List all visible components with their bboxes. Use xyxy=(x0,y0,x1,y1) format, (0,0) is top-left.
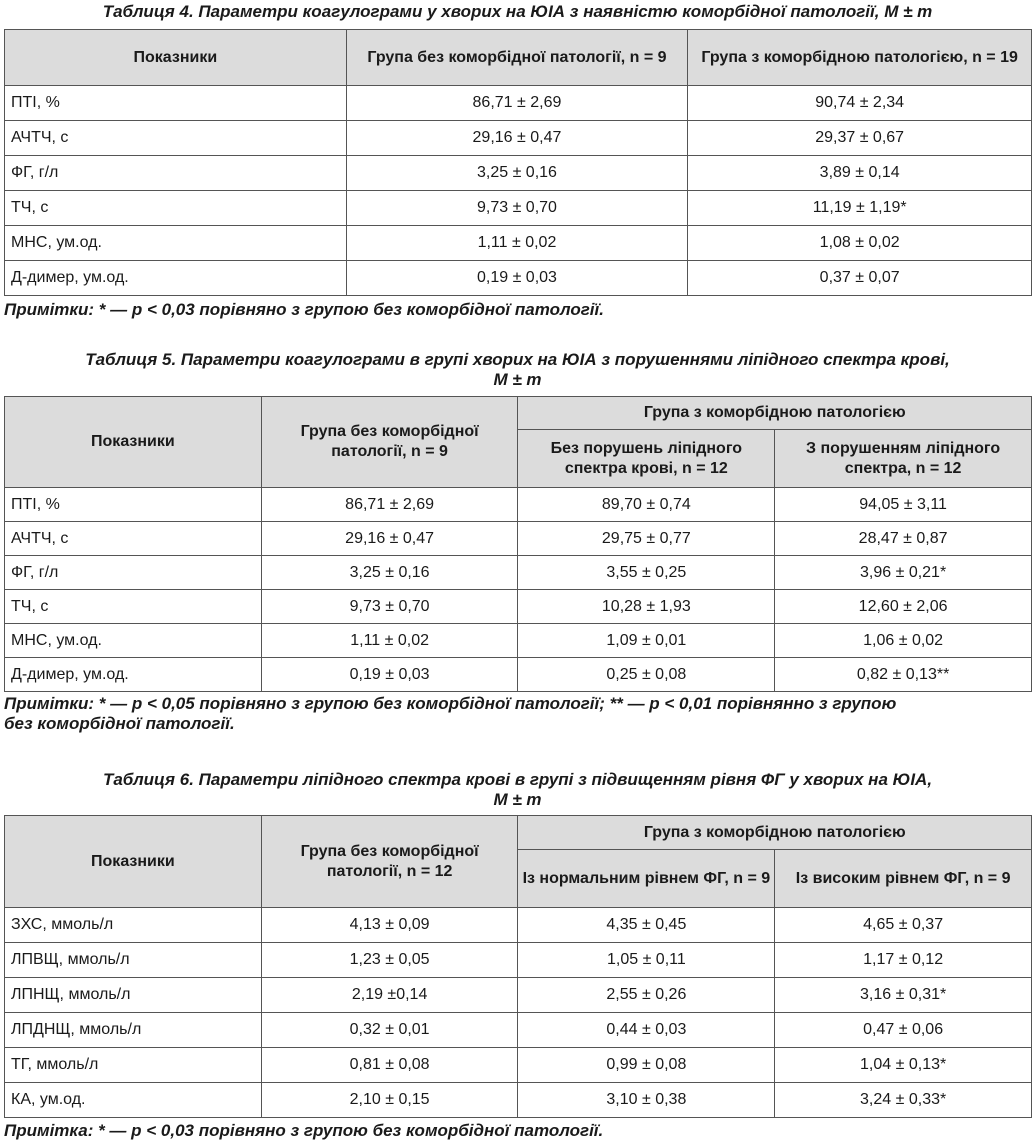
table-row xyxy=(5,86,1032,121)
table-row xyxy=(5,1083,1032,1118)
column-header: Із нормальним рівнем ФГ, n = 9 xyxy=(518,850,775,908)
table-cell: 10,28 ± 1,93 xyxy=(518,590,775,624)
table-cell: 0,99 ± 0,08 xyxy=(518,1048,775,1083)
table4-note: Примітки: * — p < 0,03 порівняно з групою без коморбідної патології. xyxy=(4,300,604,319)
table-row xyxy=(5,156,1032,191)
table4 xyxy=(4,29,1032,296)
table-cell: 1,11 ± 0,02 xyxy=(346,226,688,261)
table-row xyxy=(5,624,1032,658)
table5-note: Примітки: * — p < 0,05 порівняно з групою без коморбідної патології; ** — p < 0,01 порівнянно з групою xyxy=(4,694,897,713)
column-header: З порушенням ліпідного спектра, n = 12 xyxy=(775,430,1032,488)
table-header-row xyxy=(5,397,1032,430)
table-row xyxy=(5,522,1032,556)
table-cell: 2,19 ±0,14 xyxy=(261,978,518,1013)
table-header-row xyxy=(5,816,1032,850)
table-cell: 1,06 ± 0,02 xyxy=(775,624,1032,658)
column-header: Показники xyxy=(5,397,262,488)
row-label: ПТІ, % xyxy=(5,488,262,522)
table-cell: 89,70 ± 0,74 xyxy=(518,488,775,522)
table-cell: 4,35 ± 0,45 xyxy=(518,908,775,943)
table-cell: 0,19 ± 0,03 xyxy=(346,261,688,296)
row-label: МНС, ум.од. xyxy=(5,226,347,261)
row-label: МНС, ум.од. xyxy=(5,624,262,658)
table-cell: 0,81 ± 0,08 xyxy=(261,1048,518,1083)
table-cell: 94,05 ± 3,11 xyxy=(775,488,1032,522)
table-cell: 28,47 ± 0,87 xyxy=(775,522,1032,556)
table-row xyxy=(5,261,1032,296)
table-cell: 2,55 ± 0,26 xyxy=(518,978,775,1013)
table-cell: 86,71 ± 2,69 xyxy=(261,488,518,522)
table5-caption: Таблиця 5. Параметри коагулограми в групі хворих на ЮІА з порушеннями ліпідного спектра крові, xyxy=(85,350,950,369)
column-header: Група без коморбідної патології, n = 12 xyxy=(261,816,518,908)
column-header: Із високим рівнем ФГ, n = 9 xyxy=(775,850,1032,908)
table-cell: 0,19 ± 0,03 xyxy=(261,658,518,692)
column-header: Група без коморбідної патології, n = 9 xyxy=(261,397,518,488)
row-label: АЧТЧ, с xyxy=(5,522,262,556)
row-label: Д-димер, ум.од. xyxy=(5,261,347,296)
table-row xyxy=(5,488,1032,522)
row-label: ЛПНЩ, ммоль/л xyxy=(5,978,262,1013)
column-group-header: Група з коморбідною патологією xyxy=(518,816,1032,850)
column-header: Показники xyxy=(5,30,347,86)
table-cell: 0,25 ± 0,08 xyxy=(518,658,775,692)
table5-note-line2: без коморбідної патології. xyxy=(4,714,235,733)
row-label: Д-димер, ум.од. xyxy=(5,658,262,692)
table-cell: 0,47 ± 0,06 xyxy=(775,1013,1032,1048)
row-label: ФГ, г/л xyxy=(5,556,262,590)
table-cell: 29,16 ± 0,47 xyxy=(346,121,688,156)
table-cell: 3,24 ± 0,33* xyxy=(775,1083,1032,1118)
table-row xyxy=(5,1048,1032,1083)
table-cell: 0,32 ± 0,01 xyxy=(261,1013,518,1048)
table-row xyxy=(5,943,1032,978)
table-cell: 0,37 ± 0,07 xyxy=(688,261,1032,296)
row-label: ЛПВЩ, ммоль/л xyxy=(5,943,262,978)
row-label: ПТІ, % xyxy=(5,86,347,121)
table-row xyxy=(5,978,1032,1013)
table5 xyxy=(4,396,1032,692)
table-cell: 29,16 ± 0,47 xyxy=(261,522,518,556)
table-row xyxy=(5,191,1032,226)
table-cell: 1,08 ± 0,02 xyxy=(688,226,1032,261)
row-label: ТЧ, с xyxy=(5,590,262,624)
table-cell: 3,10 ± 0,38 xyxy=(518,1083,775,1118)
table-cell: 11,19 ± 1,19* xyxy=(688,191,1032,226)
table6 xyxy=(4,815,1032,1118)
table-cell: 3,25 ± 0,16 xyxy=(346,156,688,191)
column-header: Група без коморбідної патології, n = 9 xyxy=(346,30,688,86)
table-row xyxy=(5,590,1032,624)
table-header-row xyxy=(5,30,1032,86)
table-cell: 90,74 ± 2,34 xyxy=(688,86,1032,121)
column-group-header: Група з коморбідною патологією xyxy=(518,397,1032,430)
table-cell: 1,09 ± 0,01 xyxy=(518,624,775,658)
row-label: ФГ, г/л xyxy=(5,156,347,191)
table-cell: 86,71 ± 2,69 xyxy=(346,86,688,121)
column-header: Без порушень ліпідного спектра крові, n = 12 xyxy=(518,430,775,488)
table-cell: 29,75 ± 0,77 xyxy=(518,522,775,556)
table-cell: 1,11 ± 0,02 xyxy=(261,624,518,658)
table-cell: 9,73 ± 0,70 xyxy=(261,590,518,624)
table6-caption-line2: M ± m xyxy=(493,790,542,809)
row-label: ЛПДНЩ, ммоль/л xyxy=(5,1013,262,1048)
table-cell: 0,44 ± 0,03 xyxy=(518,1013,775,1048)
table-cell: 3,16 ± 0,31* xyxy=(775,978,1032,1013)
row-label: ТГ, ммоль/л xyxy=(5,1048,262,1083)
table-cell: 12,60 ± 2,06 xyxy=(775,590,1032,624)
table-cell: 29,37 ± 0,67 xyxy=(688,121,1032,156)
table-row xyxy=(5,226,1032,261)
column-header: Група з коморбідною патологією, n = 19 xyxy=(688,30,1032,86)
table-cell: 2,10 ± 0,15 xyxy=(261,1083,518,1118)
table-row xyxy=(5,908,1032,943)
table-row xyxy=(5,658,1032,692)
table-cell: 3,25 ± 0,16 xyxy=(261,556,518,590)
table-cell: 1,04 ± 0,13* xyxy=(775,1048,1032,1083)
row-label: ЗХС, ммоль/л xyxy=(5,908,262,943)
table-cell: 1,05 ± 0,11 xyxy=(518,943,775,978)
table-cell: 4,13 ± 0,09 xyxy=(261,908,518,943)
table-row xyxy=(5,556,1032,590)
table-cell: 1,17 ± 0,12 xyxy=(775,943,1032,978)
table-row xyxy=(5,121,1032,156)
table6-note: Примітка: * — p < 0,03 порівняно з групою без коморбідної патології. xyxy=(4,1121,604,1140)
table-cell: 1,23 ± 0,05 xyxy=(261,943,518,978)
table4-caption: Таблиця 4. Параметри коагулограми у хворих на ЮІА з наявністю коморбідної патології, M ± m xyxy=(102,2,933,21)
table-cell: 9,73 ± 0,70 xyxy=(346,191,688,226)
table-cell: 0,82 ± 0,13** xyxy=(775,658,1032,692)
table-row xyxy=(5,1013,1032,1048)
row-label: КА, ум.од. xyxy=(5,1083,262,1118)
column-header: Показники xyxy=(5,816,262,908)
row-label: ТЧ, с xyxy=(5,191,347,226)
table-cell: 3,55 ± 0,25 xyxy=(518,556,775,590)
table-cell: 3,96 ± 0,21* xyxy=(775,556,1032,590)
table-cell: 3,89 ± 0,14 xyxy=(688,156,1032,191)
table5-caption-line2: M ± m xyxy=(493,370,542,389)
table-cell: 4,65 ± 0,37 xyxy=(775,908,1032,943)
table6-caption: Таблиця 6. Параметри ліпідного спектра крові в групі з підвищенням рівня ФГ у хворих на ЮІА, xyxy=(102,770,933,789)
row-label: АЧТЧ, с xyxy=(5,121,347,156)
